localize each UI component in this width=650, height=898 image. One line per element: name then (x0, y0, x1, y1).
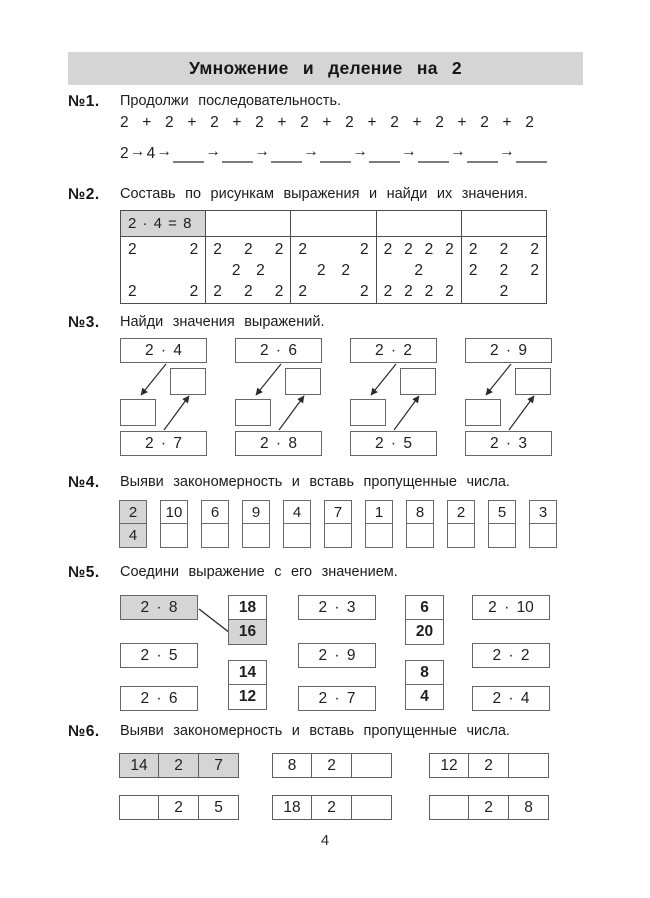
pattern-digit: 2 (383, 282, 393, 300)
pattern-line (121, 281, 205, 302)
expression-box: 2 · 2 (350, 338, 437, 363)
task5-instruction: Соедини выражение с его значением. (120, 564, 398, 580)
domino-bottom (242, 524, 270, 548)
sequence-arrow-icon: → (499, 143, 515, 160)
pattern-line (377, 239, 461, 260)
expression-box: 2 · 10 (472, 595, 550, 620)
pattern-digit: 2 (404, 240, 413, 258)
sequence-arrow-icon: → (129, 143, 146, 160)
task3-instruction: Найди значения выражений. (120, 314, 325, 330)
value-cell: 20 (405, 620, 444, 645)
value-cell: 16 (228, 620, 267, 645)
strip-cell: 5 (199, 795, 239, 820)
strip-cell: 2 (312, 753, 352, 778)
strip-cell: 8 (509, 795, 549, 820)
strip-cell: 7 (199, 753, 239, 778)
strip (429, 753, 549, 778)
page-title: Умножение и деление на 2 (68, 52, 583, 85)
domino-top: 2 (119, 500, 147, 524)
domino-bottom (447, 524, 475, 548)
sequence-blank (222, 147, 253, 163)
task4-number: №4. (68, 474, 100, 491)
sequence-blank (320, 147, 351, 163)
expression-box: 2 · 4 (472, 686, 550, 711)
expression-box: 2 · 9 (298, 643, 376, 668)
t3-group (465, 338, 552, 457)
domino (447, 500, 475, 548)
domino-bottom: 4 (119, 524, 147, 548)
domino (242, 500, 270, 548)
domino-bottom (160, 524, 188, 548)
plus-sign: + (502, 114, 512, 131)
pattern-digit: 2 (424, 282, 434, 300)
domino-bottom (406, 524, 434, 548)
pattern-digit: 2 (298, 282, 308, 300)
t2-answer-cell (206, 211, 290, 237)
connector-arrows-icon (235, 338, 322, 457)
pattern-digit: 2 (445, 240, 454, 258)
pattern-digit: 2 (404, 282, 413, 300)
sequence-blank (369, 147, 400, 163)
pattern-digit: 2 (243, 240, 253, 258)
plus-sign: + (367, 114, 377, 131)
pattern-digit: 2 (530, 240, 539, 258)
pattern-digit: 2 (383, 240, 393, 258)
domino-top: 7 (324, 500, 352, 524)
domino-top: 10 (160, 500, 188, 524)
strip-cell: 18 (272, 795, 312, 820)
expression-box: 2 · 3 (465, 431, 552, 456)
task4-instruction: Выяви закономерность и вставь пропущенные числа. (120, 474, 510, 490)
task6-number: №6. (68, 723, 100, 740)
pattern-digit: 2 (468, 240, 478, 258)
strip (119, 795, 239, 820)
pattern-digit: 2 (231, 261, 241, 279)
domino-bottom (529, 524, 557, 548)
t2-pattern-cell (206, 237, 290, 303)
sum-term: 2 (435, 114, 444, 131)
plus-sign: + (457, 114, 467, 131)
t2-column (290, 211, 375, 303)
domino-top: 4 (283, 500, 311, 524)
sequence-value: 4 (146, 145, 156, 162)
value-cell: 8 (405, 660, 444, 685)
pattern-line (462, 281, 546, 302)
pattern-digit: 2 (499, 240, 509, 258)
sum-term: 2 (525, 114, 534, 131)
pattern-digit: 2 (359, 240, 369, 258)
sequence-blank (467, 147, 498, 163)
t2-column (376, 211, 461, 303)
pattern-digit: 2 (189, 282, 199, 300)
domino-bottom (365, 524, 393, 548)
connector-arrows-icon (465, 338, 552, 457)
domino-top: 3 (529, 500, 557, 524)
t2-answer-cell (462, 211, 546, 237)
sum-term: 2 (120, 114, 129, 131)
t3-group (235, 338, 322, 457)
pattern-digit: 2 (499, 282, 509, 300)
t3-group (350, 338, 437, 457)
t3-groups (120, 338, 552, 457)
pattern-digit: 2 (341, 261, 350, 279)
strip (429, 795, 549, 820)
domino (406, 500, 434, 548)
strip-cell: 2 (159, 795, 199, 820)
expression-box: 2 · 6 (120, 686, 198, 711)
plus-sign: + (412, 114, 422, 131)
pattern-line (462, 239, 546, 260)
sum-term: 2 (210, 114, 219, 131)
sequence-arrow-icon: → (254, 143, 270, 160)
connector-arrows-icon (350, 338, 437, 457)
pattern-line (291, 239, 375, 260)
expression-box: 2 · 2 (472, 643, 550, 668)
expression-box: 2 · 5 (350, 431, 437, 456)
task2-instruction: Составь по рисункам выражения и найди их значения. (120, 186, 528, 202)
plus-sign: + (187, 114, 197, 131)
value-cell: 14 (228, 660, 267, 685)
t2-pattern-cell (121, 237, 205, 303)
pattern-digit: 2 (128, 240, 137, 258)
sequence-arrow-icon: → (352, 143, 368, 160)
task2-number: №2. (68, 186, 100, 203)
domino (119, 500, 147, 548)
task3-number: №3. (68, 314, 100, 331)
expression-box: 2 · 6 (235, 338, 322, 363)
strip-cell: 12 (429, 753, 469, 778)
pattern-digit: 2 (359, 282, 369, 300)
t1-seq-row (120, 143, 547, 163)
plus-sign: + (322, 114, 332, 131)
pattern-digit: 2 (445, 282, 454, 300)
task1-number: №1. (68, 93, 100, 110)
strip-cell (429, 795, 469, 820)
t2-column (205, 211, 290, 303)
sequence-blank (173, 147, 204, 163)
expression-box: 2 · 9 (465, 338, 552, 363)
domino-top: 9 (242, 500, 270, 524)
sequence-blank (271, 147, 302, 163)
pattern-line (206, 281, 290, 302)
expression-box: 2 · 8 (120, 595, 198, 620)
t4-row (119, 500, 557, 548)
t2-pattern-cell (462, 237, 546, 303)
plus-sign: + (232, 114, 242, 131)
pattern-digit: 2 (274, 282, 284, 300)
sequence-blank (516, 147, 547, 163)
pattern-line (462, 260, 546, 281)
pattern-line (377, 281, 461, 302)
pattern-line (121, 239, 205, 260)
plus-sign: + (142, 114, 152, 131)
sum-term: 2 (345, 114, 354, 131)
expression-box: 2 · 7 (120, 431, 207, 456)
strip-cell: 2 (469, 753, 509, 778)
strip-cell (352, 795, 392, 820)
sequence-arrow-icon: → (156, 143, 172, 160)
expression-box: 2 · 5 (120, 643, 198, 668)
domino-bottom (201, 524, 229, 548)
strip (272, 753, 392, 778)
plus-sign: + (277, 114, 287, 131)
domino (488, 500, 516, 548)
t2-pattern-cell (291, 237, 375, 303)
task1-instruction: Продолжи последовательность. (120, 93, 342, 109)
strip-cell (352, 753, 392, 778)
sequence-arrow-icon: → (303, 143, 319, 160)
expression-box: 2 · 3 (298, 595, 376, 620)
value-cell: 4 (405, 685, 444, 710)
sequence-arrow-icon: → (401, 143, 417, 160)
pattern-digit: 2 (274, 240, 284, 258)
domino (365, 500, 393, 548)
pattern-digit: 2 (243, 282, 253, 300)
t2-table (120, 210, 547, 304)
pattern-digit: 2 (414, 261, 424, 279)
pattern-digit: 2 (468, 261, 478, 279)
t2-answer-cell: 2 · 4 = 8 (121, 211, 205, 237)
pattern-line (291, 281, 375, 302)
sum-term: 2 (480, 114, 489, 131)
sum-term: 2 (300, 114, 309, 131)
pattern-digit: 2 (256, 261, 265, 279)
sum-term: 2 (255, 114, 264, 131)
strip-cell: 14 (119, 753, 159, 778)
pattern-line (377, 260, 461, 281)
domino-top: 6 (201, 500, 229, 524)
pattern-digit: 2 (213, 282, 222, 300)
expression-box: 2 · 4 (120, 338, 207, 363)
page-number: 4 (320, 833, 330, 849)
expression-box: 2 · 8 (235, 431, 322, 456)
domino (160, 500, 188, 548)
t2-answer-cell (377, 211, 461, 237)
strip-cell: 2 (312, 795, 352, 820)
domino-bottom (324, 524, 352, 548)
t2-pattern-cell (377, 237, 461, 303)
pattern-line (291, 260, 375, 281)
domino-bottom (283, 524, 311, 548)
sequence-blank (418, 147, 449, 163)
task5-number: №5. (68, 564, 100, 581)
sequence-value: 2 (120, 145, 129, 162)
pattern-line (206, 239, 290, 260)
sum-term: 2 (390, 114, 399, 131)
pattern-digit: 2 (298, 240, 308, 258)
strip-cell (119, 795, 159, 820)
strip-cell: 8 (272, 753, 312, 778)
strip (119, 753, 239, 778)
t2-column (461, 211, 546, 303)
connector-arrows-icon (120, 338, 207, 457)
pattern-line (206, 260, 290, 281)
pattern-digit: 2 (189, 240, 199, 258)
strip (272, 795, 392, 820)
pattern-digit: 2 (213, 240, 222, 258)
sum-term: 2 (165, 114, 174, 131)
domino-bottom (488, 524, 516, 548)
t2-column (121, 211, 205, 303)
pattern-digit: 2 (128, 282, 137, 300)
domino-top: 8 (406, 500, 434, 524)
domino (283, 500, 311, 548)
pattern-digit: 2 (424, 240, 434, 258)
strip-cell: 2 (469, 795, 509, 820)
t2-answer-cell (291, 211, 375, 237)
sequence-arrow-icon: → (205, 143, 221, 160)
strip-cell: 2 (159, 753, 199, 778)
expression-box: 2 · 7 (298, 686, 376, 711)
t3-group (120, 338, 207, 457)
value-cell: 18 (228, 595, 267, 620)
pattern-digit: 2 (499, 261, 509, 279)
domino-top: 2 (447, 500, 475, 524)
sequence-arrow-icon: → (450, 143, 466, 160)
strip-cell (509, 753, 549, 778)
value-cell: 6 (405, 595, 444, 620)
pattern-line (121, 260, 205, 281)
t1-sum-row (120, 114, 534, 132)
domino (324, 500, 352, 548)
task6-instruction: Выяви закономерность и вставь пропущенные числа. (120, 723, 510, 739)
domino (201, 500, 229, 548)
domino-top: 5 (488, 500, 516, 524)
pattern-digit: 2 (530, 261, 539, 279)
pattern-digit: 2 (317, 261, 326, 279)
domino-top: 1 (365, 500, 393, 524)
domino (529, 500, 557, 548)
value-cell: 12 (228, 685, 267, 710)
